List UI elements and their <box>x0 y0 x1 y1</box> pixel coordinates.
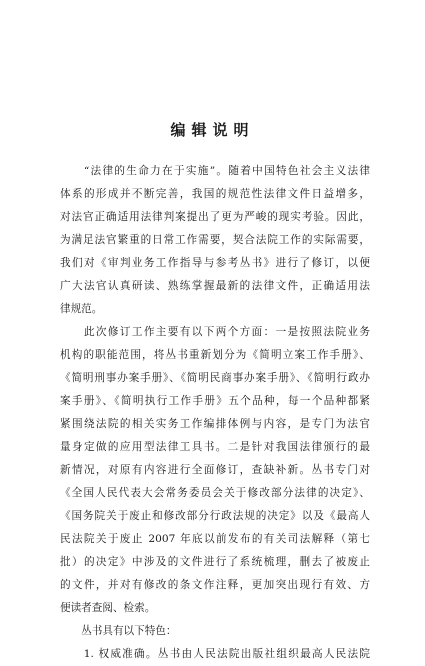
text-line: 《简明刑事办案手册》、《简明民商事办案手册》、《简明行政办 <box>60 372 370 384</box>
text-line: 的文件，并对有修改的条文作注释，更加突出现行有效、方 <box>60 579 370 591</box>
text-line: 民法院关于废止 2007 年底以前发布的有关司法解释（第七 <box>60 533 370 545</box>
text-line: 体系的形成并不断完善，我国的规范性法律文件日益增多， <box>60 188 370 200</box>
text-line: 此次修订工作主要有以下两个方面：一是按照法院业务 <box>60 326 370 338</box>
text-line: 《国务院关于废止和修改部分行政法规的决定》以及《最高人 <box>60 510 370 522</box>
text-line: 《全国人民代表大会常务委员会关于修改部分法律的决定》、 <box>60 487 370 499</box>
text-line: 广大法官认真研读、熟练掌握最新的法律文件，正确适用法 <box>60 280 370 292</box>
text-line: “法律的生命力在于实施”。随着中国特色社会主义法律 <box>60 165 370 177</box>
text-line: 批）的决定》中涉及的文件进行了系统梳理，删去了被废止 <box>60 556 370 568</box>
text-line: 对法官正确适用法律判案提出了更为严峻的现实考验。因此， <box>60 211 370 223</box>
document-body <box>60 160 370 666</box>
text-line: 量身定做的应用型法律工具书。二是针对我国法律颁行的最 <box>60 441 370 453</box>
text-line: 便读者查阅、检索。 <box>60 602 156 614</box>
text-line: 丛书具有以下特色： <box>60 625 177 637</box>
text-line: 律规范。 <box>60 303 103 315</box>
text-line: 机构的职能范围，将丛书重新划分为《简明立案工作手册》、 <box>60 349 370 361</box>
text-line: 案手册》、《简明执行工作手册》五个品种，每一个品种都紧 <box>60 395 370 407</box>
text-line: 紧围绕法院的相关实务工作编排体例与内容，是专门为法官 <box>60 418 370 430</box>
text-line: 1. 权威准确。丛书由人民法院出版社组织最高人民法院 <box>60 648 370 660</box>
text-line: 为满足法官繁重的日常工作需要，契合法院工作的实际需要， <box>60 234 370 246</box>
page-title: 编辑说明 <box>170 121 255 139</box>
text-line: 我们对《审判业务工作指导与参考丛书》进行了修订，以便 <box>60 257 370 269</box>
text-line: 新情况，对原有内容进行全面修订，查缺补新。丛书专门对 <box>60 464 370 476</box>
